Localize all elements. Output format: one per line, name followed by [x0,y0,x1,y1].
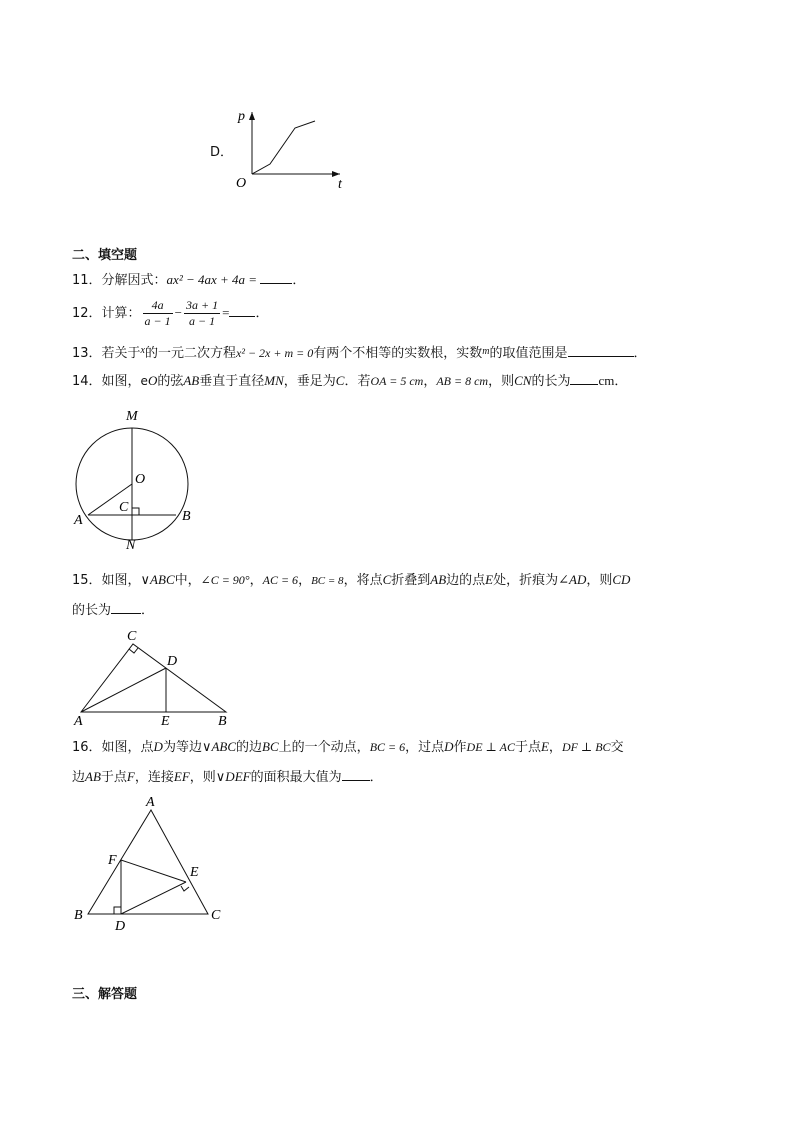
fig15-label-e: E [161,714,170,728]
q14-answer-blank[interactable] [570,372,598,385]
q11-answer-blank[interactable] [260,271,292,284]
q11-expression: ax² − 4ax + 4a = [166,272,261,287]
fig14-label-n: N [126,538,136,553]
fig16-label-f: F [108,853,117,868]
fig16-label-b: B [74,908,83,923]
figure-16-triangle [68,794,238,936]
section-fill-in-heading: 二、填空题 [72,248,138,263]
q13-equation: x² − 2x + m = 0 [236,346,314,360]
section-answer-heading: 三、解答题 [72,987,138,1002]
q12-fraction-2: $\frac{3a + 1}{a - 1}$ [186,298,219,328]
question-12: 12．计算： $\frac{4a}{a - 1}$ − $\frac{3a + 1}{a - 1}$ = ． [72,298,269,328]
fig14-label-c: C [119,500,129,515]
question-14: 14．如图，eO的弦AB垂直于直径MN，垂足为C．若OA = 5 cm，AB = 8 cm，则CN的长为 cm． [72,373,628,389]
fig16-label-d: D [115,919,126,934]
question-16-line-2: 边AB于点F，连接EF，则∨DEF的面积最大值为 ． [72,769,383,785]
fig14-label-b: B [182,509,191,524]
q16-answer-blank[interactable] [342,768,370,781]
q13-answer-blank[interactable] [568,344,634,357]
figure-15-triangle [66,624,246,728]
figure-14-circle [66,403,206,553]
q12-fraction-1: $\frac{4a}{a - 1}$ [144,298,171,328]
fig14-label-o: O [135,472,146,487]
question-15: 15．如图，∨ABC中，∠C = 90°，AC = 6，BC = 8，将点C折叠到AB边的点E处，折痕为∠AD，则CD [72,572,631,588]
question-13: 13．若关于$^x$的一元二次方程x² − 2x + m = 0有两个不相等的实数根，实数$^m$的取值范围是 ． [72,345,647,361]
fig16-label-a: A [146,795,155,810]
fig15-label-d: D [167,654,178,669]
axis-p-label: p [238,109,245,124]
fig15-label-b: B [218,714,227,728]
fig14-label-m: M [126,409,138,424]
axis-o-label: O [236,176,247,191]
fig15-label-a: A [74,714,83,728]
question-15-line-2: 的长为 ． [72,603,155,618]
q12-answer-blank[interactable] [229,304,255,317]
fig16-label-e: E [190,865,199,880]
option-d-label: D． [210,145,234,160]
fig16-label-c: C [211,908,221,923]
q15-answer-blank[interactable] [111,601,141,614]
option-d-graph [230,104,350,194]
question-16: 16．如图，点D为等边∨ABC的边BC上的一个动点，BC = 6，过点D作DE ⊥ AC于点E，DF ⊥ BC交 [72,739,624,755]
question-11: 11．分解因式：ax² − 4ax + 4a = ． [72,272,306,288]
fig15-label-c: C [127,629,137,644]
fig14-label-a: A [74,513,83,528]
axis-t-label: t [338,177,342,192]
